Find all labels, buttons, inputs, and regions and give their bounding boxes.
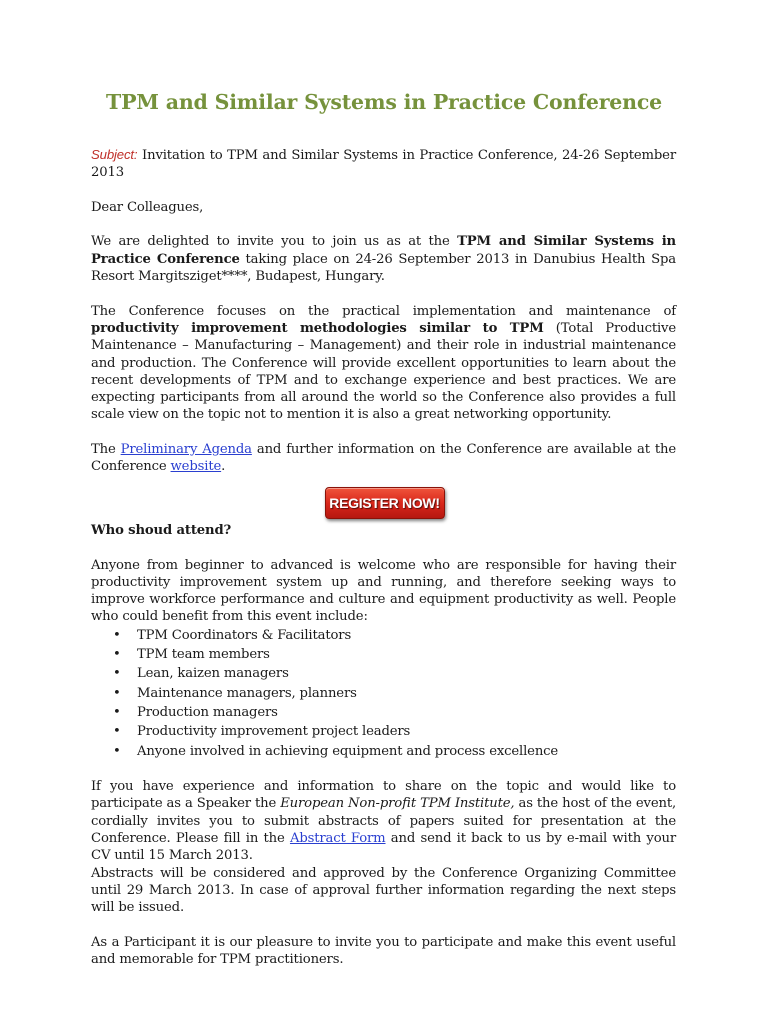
agenda-text-start: The — [91, 442, 121, 458]
speaker-text-start: If you have experience and information to share on the topic and would like to participate as a Speaker the — [91, 779, 676, 812]
focus-text-end: (Total Productive Maintenance – Manufacturing – Management) and their role in industrial maintenance and production. The Conference will provide excellent opportunities to learn about the recent developments of TPM and to exchange experience and best practices. We are expecting participants from all around the world so the Conference also provides a full scale view on the topic not to mention it is also a great networking opportunity. — [91, 320, 676, 423]
agenda-text-end: . — [221, 459, 226, 475]
focus-text-start: The Conference focuses on the practical implementation and maintenance of — [91, 303, 676, 319]
conference-name: TPM and Similar Systems in Practice Conference — [91, 234, 676, 267]
speaker-paragraph — [91, 778, 676, 864]
intro-paragraph — [91, 233, 676, 285]
attendee-list — [91, 626, 676, 761]
abstracts-paragraph: Abstracts will be considered and approved by the Conference Organizing Committee until 29 March 2013. In case of approval further information regarding the next steps will be issued. — [91, 865, 676, 916]
abstract-form-link[interactable]: Abstract Form — [289, 830, 386, 846]
speaker-text-end: and send it back to us by e-mail with your CV until 15 March 2013. — [91, 830, 676, 864]
list-item: • TPM Coordinators & Facilitators — [137, 626, 676, 645]
focus-highlight: productivity improvement methodologies similar to TPM — [91, 320, 544, 336]
intro-text-end: taking place on 24-26 September 2013 in Danubius Health Spa Resort Margitsziget****, Budapest, Hungary. — [91, 251, 676, 285]
list-item: • Lean, kaizen managers — [137, 664, 676, 683]
register-now-button[interactable]: REGISTER NOW! — [325, 487, 445, 519]
list-item: • Anyone involved in achieving equipment and process excellence — [137, 742, 676, 761]
preliminary-agenda-link[interactable]: Preliminary Agenda — [120, 442, 252, 458]
subject-text: Invitation to TPM and Similar Systems in Practice Conference, 24-26 September 2013 — [91, 148, 676, 181]
document-body — [91, 146, 676, 986]
focus-paragraph — [91, 303, 676, 424]
agenda-paragraph — [91, 441, 676, 476]
list-item: • TPM team members — [137, 645, 676, 664]
register-button-wrap — [91, 487, 676, 519]
subject-line — [91, 146, 676, 182]
subject-label: Subject: — [91, 147, 138, 162]
page-title: TPM and Similar Systems in Practice Conference — [106, 90, 662, 114]
institute-name: European Non-profit TPM Institute, — [280, 796, 515, 812]
list-item: • Production managers — [137, 703, 676, 722]
who-should-attend-heading: Who shoud attend? — [91, 522, 232, 538]
website-link[interactable]: website — [170, 459, 222, 475]
agenda-text-mid: and further information on the Conference are available at the Conference — [91, 442, 676, 475]
participant-paragraph: As a Participant it is our pleasure to invite you to participate and make this event useful and memorable for TPM practitioners. — [91, 934, 676, 968]
greeting: Dear Colleagues, — [91, 199, 204, 215]
intro-text-start: We are delighted to invite you to join us as at the — [91, 234, 458, 250]
speaker-text-mid: as the host of the event, cordially invites you to submit abstracts of papers suited for presentation at the Conference. Please fill in the — [91, 796, 677, 846]
list-item: • Maintenance managers, planners — [137, 684, 676, 703]
list-item: • Productivity improvement project leaders — [137, 722, 676, 741]
audience-paragraph: Anyone from beginner to advanced is welcome who are responsible for having their productivity improvement system up and running, and therefore seeking ways to improve workforce performance and culture and equipment productivity as well. People who could benefit from this event include: — [91, 557, 676, 625]
